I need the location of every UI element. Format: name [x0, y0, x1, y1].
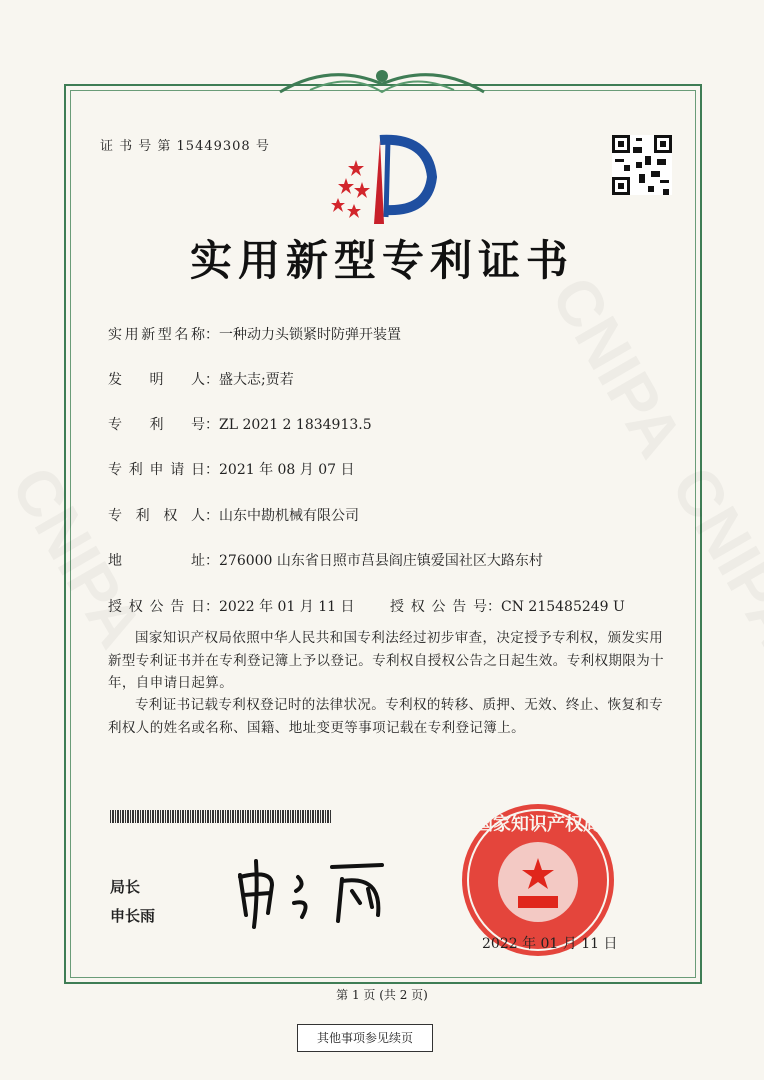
director-name: 申长雨: [110, 907, 156, 925]
field-inventor: 发明人：盛大志;贾若: [108, 372, 294, 388]
field-patent-no: 专利号：ZL 2021 2 1834913.5: [108, 417, 372, 433]
cnipa-logo-icon: [328, 132, 440, 227]
field-announcement-no: 授权公告号：CN 215485249 U: [390, 599, 625, 615]
continuation-note: 其他事项参见续页: [297, 1024, 433, 1052]
paragraph: 专利证书记载专利权登记时的法律状况。专利权的转移、质押、无效、终止、恢复和专利权人的姓名或名称、国籍、地址变更等事项记载在专利登记簿上。: [108, 697, 664, 736]
field-patentee: 专利权人：山东中勘机械有限公司: [108, 508, 359, 524]
signature: [232, 855, 397, 930]
paragraph: 国家知识产权局依照中华人民共和国专利法经过初步审查，决定授予专利权，颁发实用新型专利证书并在专利登记簿上予以登记。专利权自授权公告之日起生效。专利权期限为十年，自申请日起算。: [108, 630, 664, 691]
director-title: 局长: [110, 878, 141, 896]
qr-code-icon[interactable]: [612, 135, 672, 195]
barcode: [110, 810, 332, 823]
certificate-number: 证 书 号 第 15449308 号: [100, 139, 270, 154]
field-application-date: 专利申请日：2021 年 08 月 07 日: [108, 462, 355, 478]
page-title: 实用新型专利证书: [189, 236, 574, 285]
field-grant-date: 授权公告日：2022 年 01 月 11 日: [108, 599, 355, 615]
seal-text: 国家知识产权局: [475, 814, 601, 835]
field-name: 实用新型名称：一种动力头锁紧时防弹开装置: [108, 327, 401, 343]
field-address: 地址：276000 山东省日照市莒县阎庄镇爱国社区大路东村: [108, 553, 543, 569]
seal-date: 2022 年 01 月 11 日: [482, 936, 618, 952]
top-ornament: [270, 62, 494, 102]
page-info: 第 1 页 (共 2 页): [336, 988, 428, 1002]
